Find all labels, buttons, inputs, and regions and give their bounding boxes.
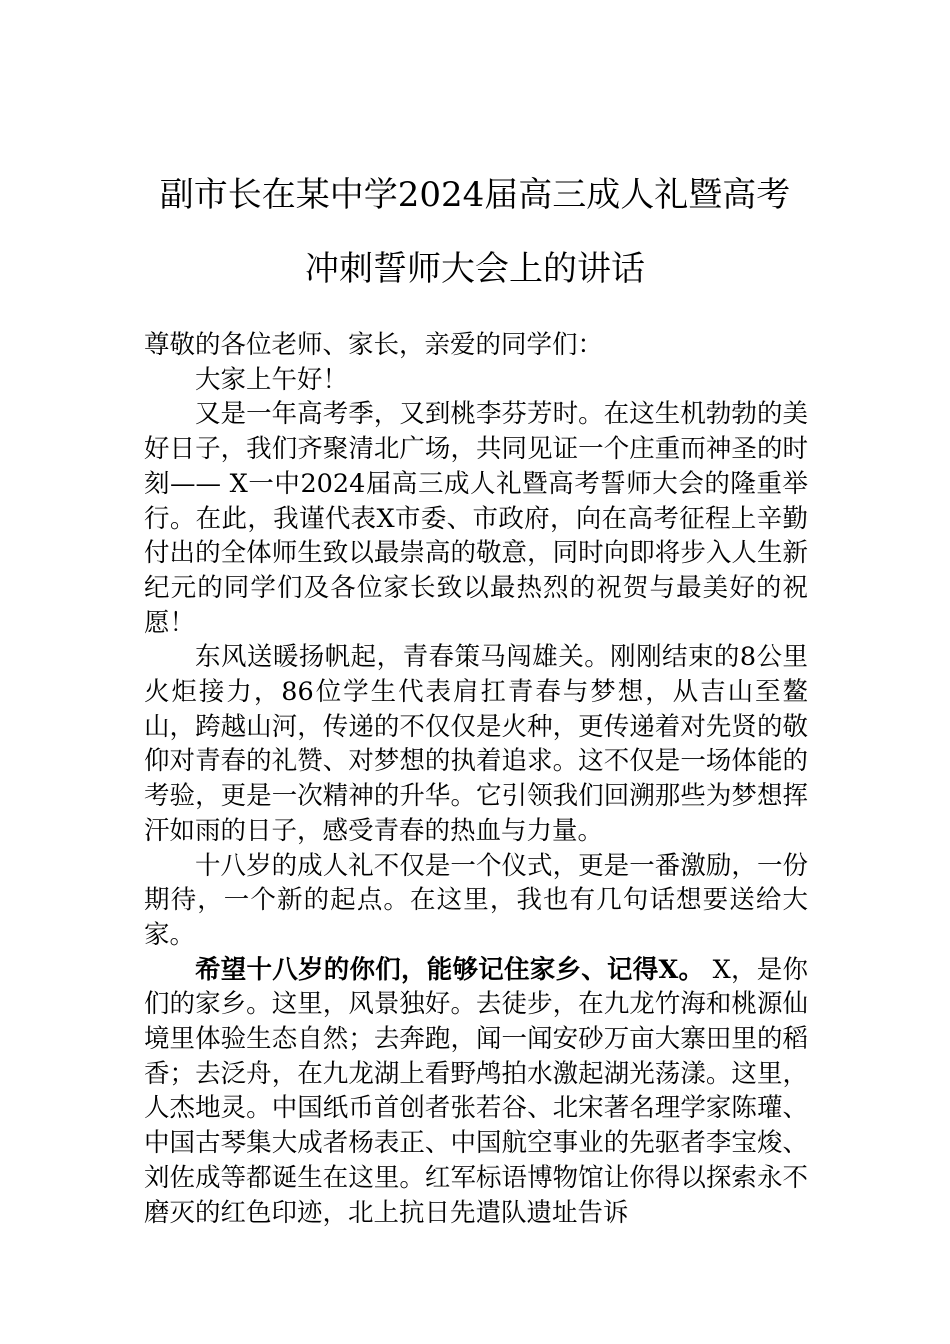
paragraph-hometown <box>144 953 808 1231</box>
paragraph-lead-bold: 希望十八岁的你们，能够记住家乡、记得X。 <box>195 954 705 985</box>
title-line-1: 副市长在某中学2024届高三成人礼暨高考 <box>159 175 791 215</box>
document-body <box>144 328 808 1230</box>
document-title <box>100 158 850 306</box>
paragraph-rest: X，是你们的家乡。这里，风景独好。去徒步，在九龙竹海和桃源仙境里体验生态自然；去奔跑，闻一闻安砂万亩大寨田里的稻香；去泛舟，在九龙湖上看野鸬拍水激起湖光荡漾。这里，人杰地灵。中国纸币首创者张若谷、北宋著名理学家陈瓘、中国古琴集大成者杨表正、中国航空事业的先驱者李宝焌、刘佐成等都诞生在这里。红军标语博物馆让你得以探索永不磨灭的红色印迹，北上抗日先遣队遗址告诉 <box>144 954 808 1228</box>
salutation: 尊敬的各位老师、家长，亲爱的同学们： <box>144 330 604 360</box>
title-line-2: 冲刺誓师大会上的讲话 <box>305 249 645 289</box>
paragraph: 十八岁的成人礼不仅是一个仪式，更是一番激励，一份期待，一个新的起点。在这里，我也有几句话想要送给大家。 <box>144 850 808 950</box>
paragraph: 东风送暖扬帆起，青春策马闯雄关。刚刚结束的8公里火炬接力，86位学生代表肩扛青春与梦想，从吉山至鳌山，跨越山河，传递的不仅仅是火种，更传递着对先贤的敬仰对青春的礼赞、对梦想的执着追求。这不仅是一场体能的考验，更是一次精神的升华。它引领我们回溯那些为梦想挥汗如雨的日子，感受青春的热血与力量。 <box>144 642 808 846</box>
paragraph: 大家上午好！ <box>195 364 349 395</box>
paragraph: 又是一年高考季，又到桃李芬芳时。在这生机勃勃的美好日子，我们齐聚清北广场，共同见证一个庄重而神圣的时刻—— X一中2024届高三成人礼暨高考誓师大会的隆重举行。在此，我谨代表X市委、市政府，向在高考征程上辛勤付出的全体师生致以最崇高的敬意，同时向即将步入人生新纪元的同学们及各位家长致以最热烈的祝贺与最美好的祝愿！ <box>144 399 808 638</box>
